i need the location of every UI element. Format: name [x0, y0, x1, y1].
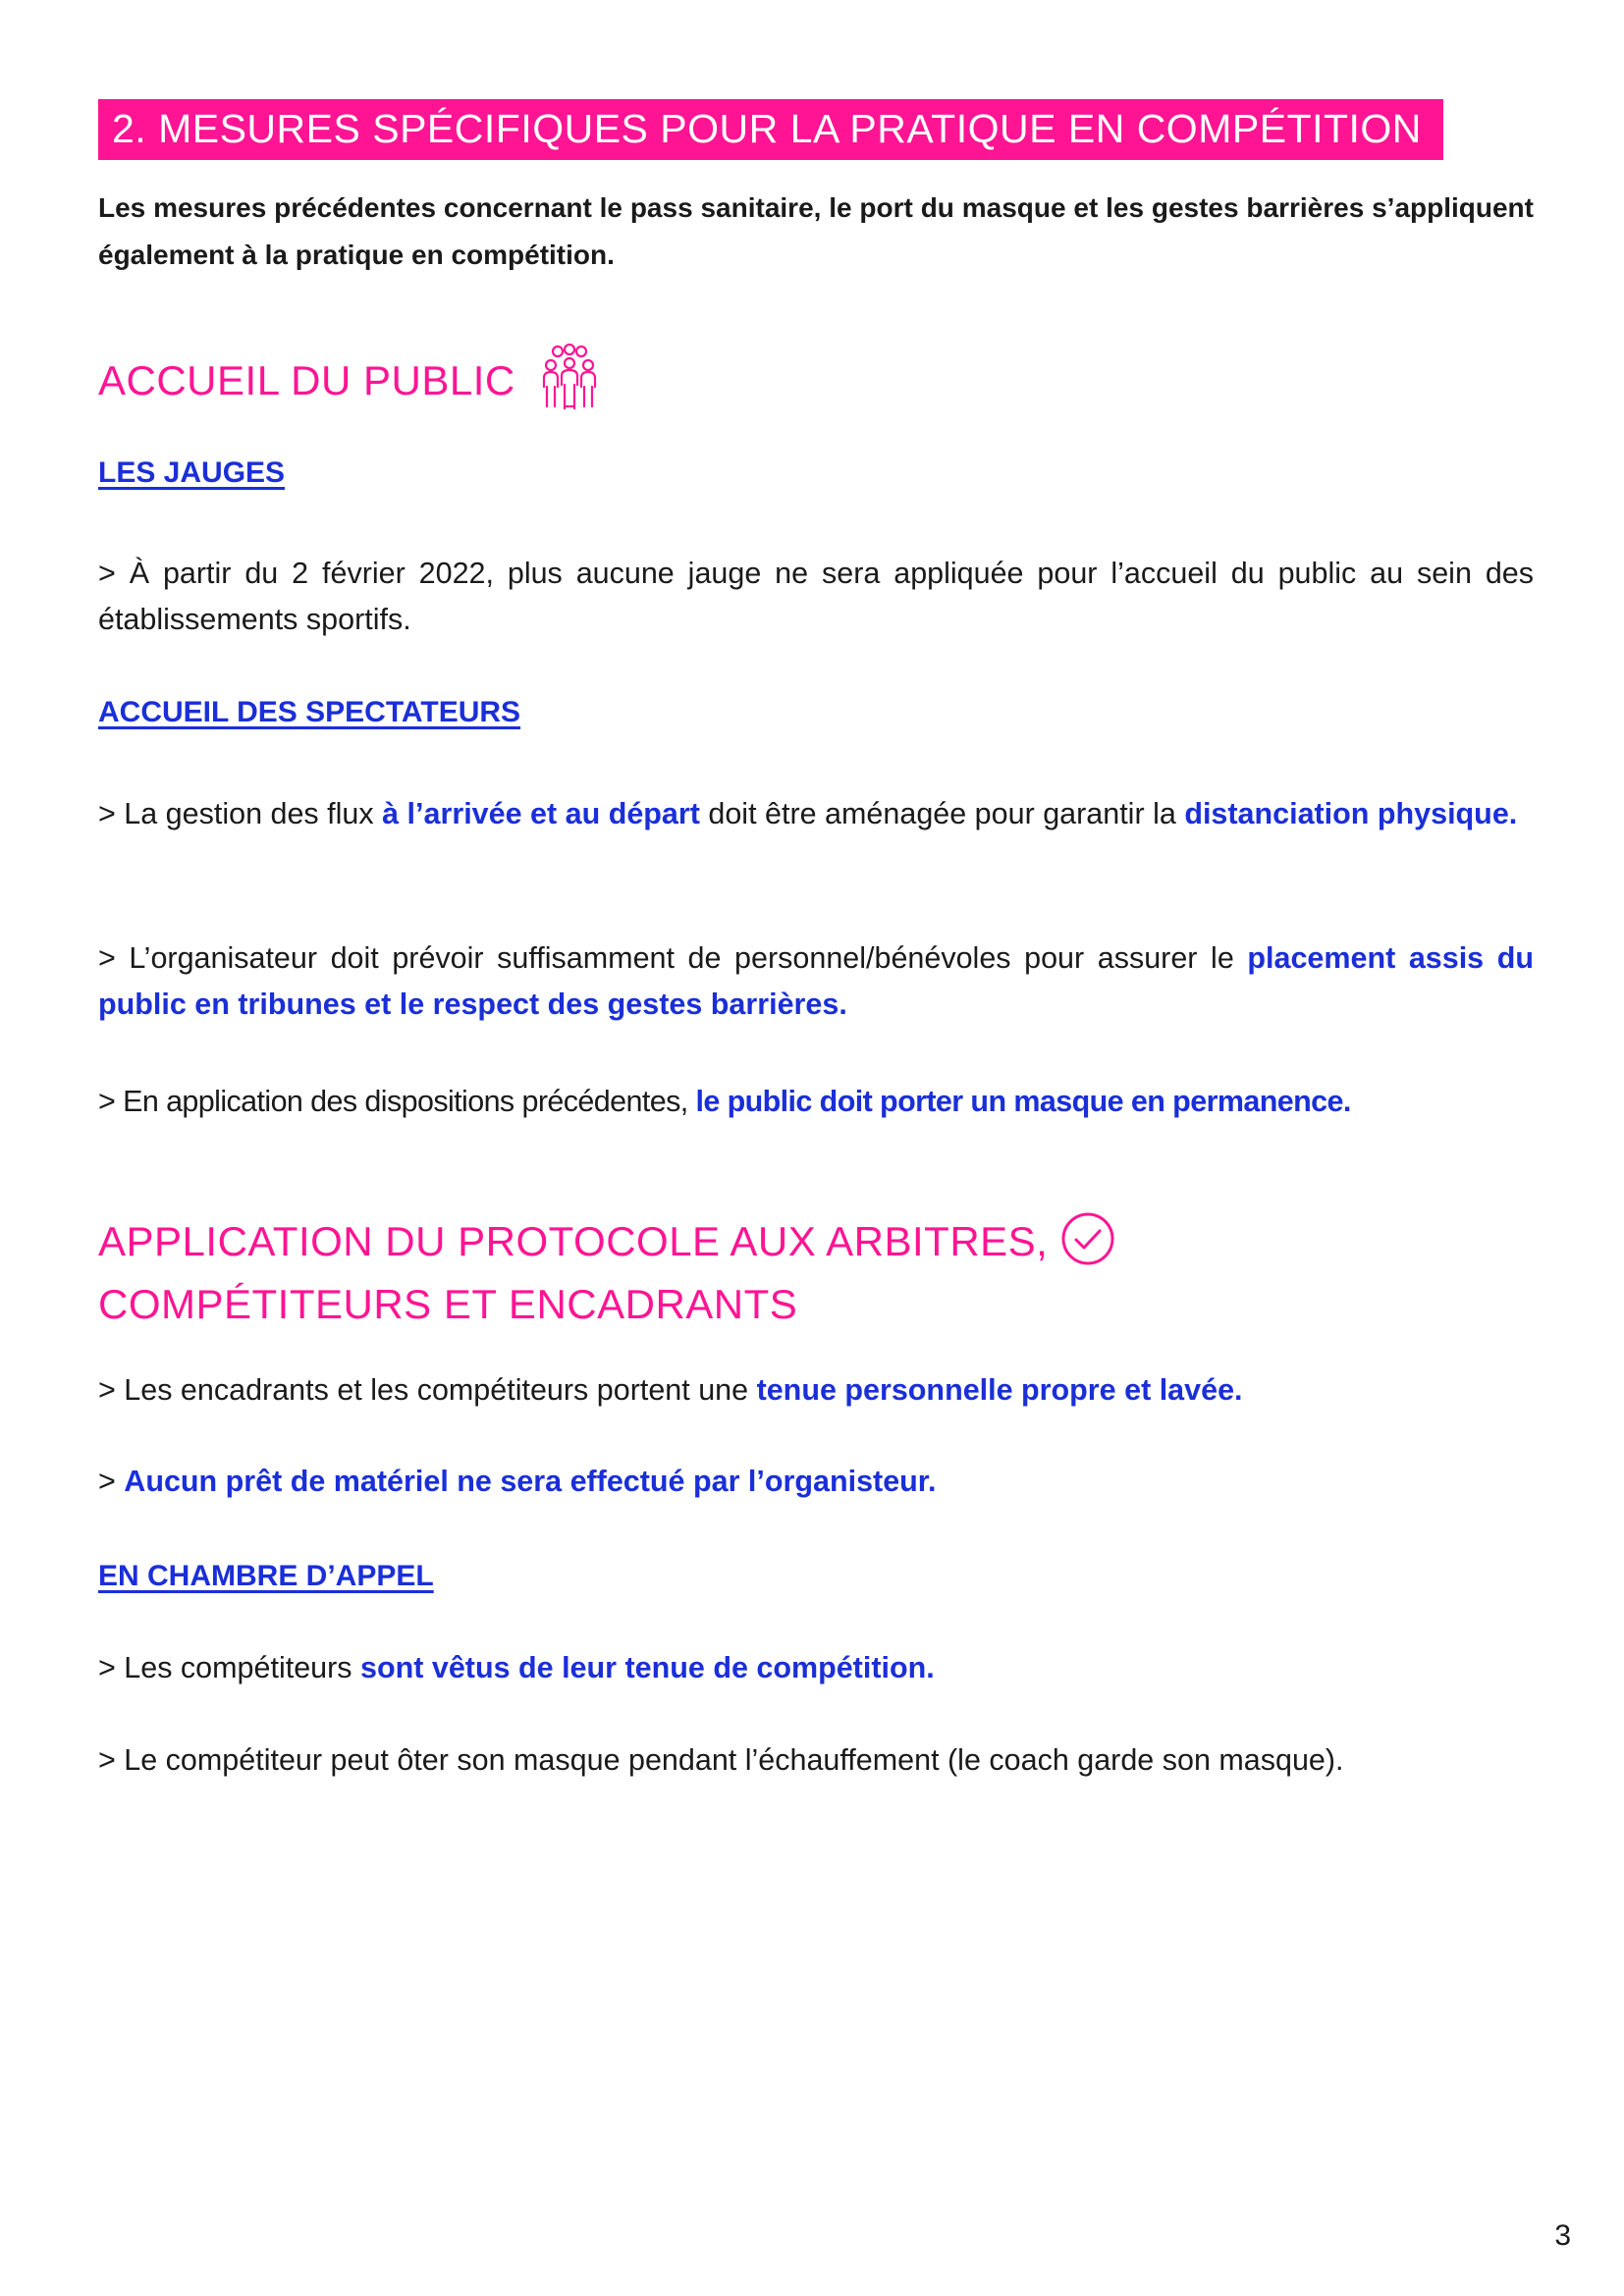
people-group-icon — [541, 344, 598, 424]
materiel-paragraph — [98, 1459, 1534, 1505]
flux-highlight-2: distanciation physique. — [1184, 797, 1518, 830]
tenue-text: > Les encadrants et les compétiteurs portent une — [98, 1373, 757, 1407]
tenue-highlight: tenue personnelle propre et lavée. — [756, 1373, 1243, 1407]
flux-paragraph — [98, 791, 1534, 837]
protocole-heading-line2: COMPÉTITEURS ET ENCADRANTS — [98, 1281, 798, 1327]
organisateur-highlight: placement assis du public en tribunes et le respect des gestes barrières. — [98, 941, 1534, 1021]
vetus-paragraph — [98, 1645, 1534, 1691]
flux-text-1: > La gestion des flux — [98, 797, 383, 830]
accueil-heading-text: ACCUEIL DU PUBLIC — [98, 357, 515, 404]
page-number: 3 — [1554, 2219, 1571, 2252]
chambre-appel-title: EN CHAMBRE D’APPEL — [98, 1560, 434, 1592]
masque-highlight: le public doit porter un masque en permanence. — [695, 1085, 1351, 1118]
section-title: 2. MESURES SPÉCIFIQUES POUR LA PRATIQUE EN COMPÉTITION — [98, 99, 1443, 160]
check-circle-icon — [1059, 1210, 1116, 1279]
protocole-heading-line1: APPLICATION DU PROTOCOLE AUX ARBITRES, — [98, 1210, 1116, 1279]
intro-paragraph: Les mesures précédentes concernant le pass sanitaire, le port du masque et les gestes barrières s’appliquent également à la pratique en compétition. — [98, 192, 1534, 270]
jauges-title: LES JAUGES — [98, 456, 286, 489]
accueil-heading — [98, 344, 598, 424]
materiel-text: > — [98, 1465, 125, 1498]
organisateur-text: > L’organisateur doit prévoir suffisamment de personnel/bénévoles pour assurer le — [98, 941, 1248, 975]
masque-text: > En application des dispositions précédentes, — [98, 1085, 696, 1118]
materiel-highlight: Aucun prêt de matériel ne sera effectué par l’organisteur. — [124, 1465, 937, 1498]
organisateur-paragraph — [98, 935, 1534, 1028]
protocole-heading — [98, 1210, 1116, 1330]
jauges-paragraph: > À partir du 2 février 2022, plus aucune jauge ne sera appliquée pour l’accueil du public au sein des établissements sportifs. — [98, 557, 1534, 636]
masque-paragraph — [98, 1079, 1534, 1125]
vetus-highlight: sont vêtus de leur tenue de compétition. — [360, 1651, 935, 1684]
vetus-text: > Les compétiteurs — [98, 1651, 361, 1684]
tenue-paragraph — [98, 1367, 1534, 1414]
flux-highlight-1: à l’arrivée et au départ — [382, 797, 700, 830]
spectateurs-title: ACCUEIL DES SPECTATEURS — [98, 696, 521, 728]
echauffement-paragraph: > Le compétiteur peut ôter son masque pendant l’échauffement (le coach garde son masque). — [98, 1743, 1344, 1777]
flux-text-2: doit être aménagée pour garantir la — [699, 797, 1185, 830]
